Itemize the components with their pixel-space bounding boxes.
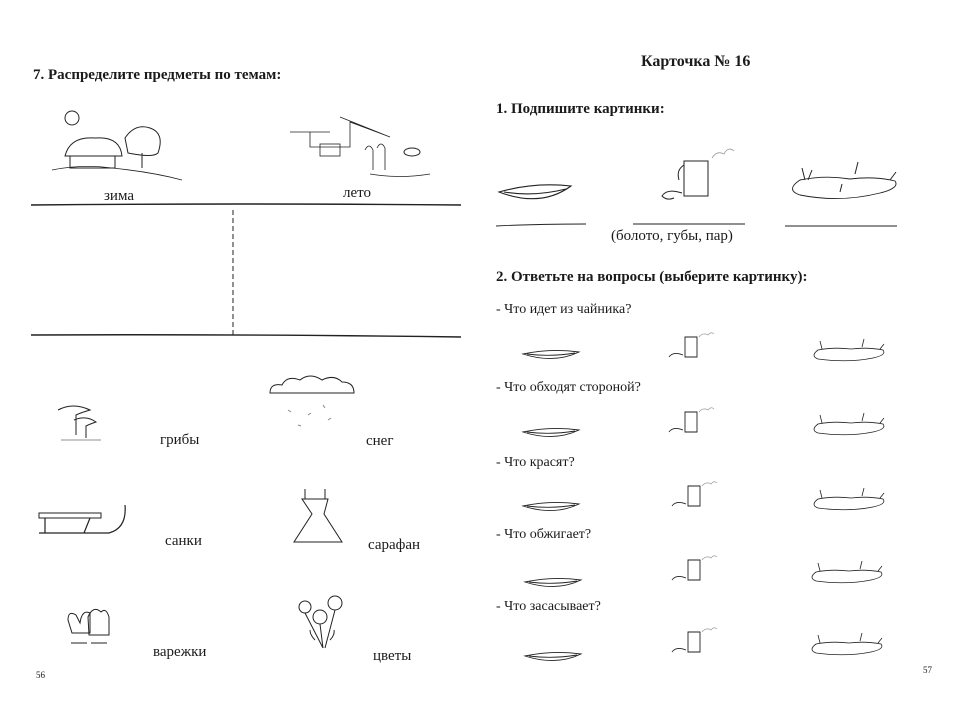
task1-title: 1. Подпишите картинки: — [496, 101, 665, 117]
item-label-snow: снег — [366, 433, 394, 449]
page-number-right: 57 — [923, 665, 932, 675]
item-label-sundress: сарафан — [368, 537, 421, 553]
task2-title: 2. Ответьте на вопросы (выберите картинку): — [496, 269, 808, 285]
item-label-mittens: варежки — [153, 644, 207, 660]
question-2: - Что обходят стороной? — [496, 380, 641, 395]
item-label-flowers: цветы — [373, 648, 412, 664]
question-1: - Что идет из чайника? — [496, 302, 632, 317]
task1-hint: (болото, губы, пар) — [611, 228, 733, 244]
item-label-sled: санки — [165, 533, 202, 549]
task-title: 7. Распределите предметы по темам: — [33, 67, 282, 83]
card-title: Карточка № 16 — [641, 53, 751, 70]
item-label-mushrooms: грибы — [160, 432, 200, 448]
question-5: - Что засасывает? — [496, 599, 601, 614]
question-4: - Что обжигает? — [496, 527, 592, 542]
category-label-winter: зима — [104, 188, 134, 204]
question-3: - Что красят? — [496, 455, 575, 470]
page-number-left: 56 — [36, 670, 45, 680]
category-label-summer: лето — [343, 185, 372, 201]
